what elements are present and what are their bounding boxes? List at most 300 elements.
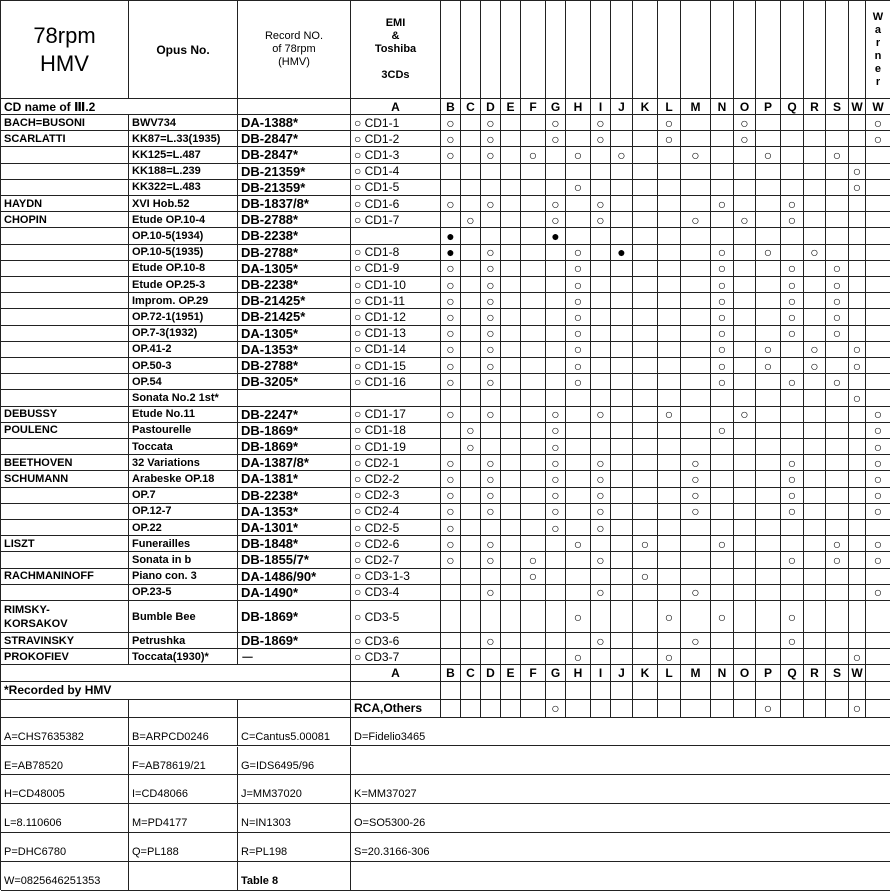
mark-cell — [866, 147, 890, 163]
mark-cell — [756, 504, 781, 520]
mark-cell — [461, 196, 481, 212]
composer-cell — [1, 552, 129, 568]
mark-cell — [849, 374, 866, 390]
blank-cell — [591, 682, 611, 700]
mark-cell — [681, 649, 711, 665]
mark-cell — [633, 212, 658, 228]
mark-cell — [781, 358, 804, 374]
letter-footer-S: S — [826, 665, 849, 681]
cd-name-label: CD name of Ⅲ.2 — [1, 99, 238, 115]
mark-cell — [481, 649, 501, 665]
open-circle-mark: ○ — [481, 115, 501, 131]
mark-cell — [521, 439, 546, 455]
mark-cell — [711, 585, 734, 601]
cd-cell — [351, 228, 441, 244]
mark-cell — [611, 309, 633, 325]
mark-cell — [826, 180, 849, 196]
mark-cell — [566, 700, 591, 718]
mark-cell — [611, 585, 633, 601]
record-cell: DB-2238* — [238, 228, 351, 244]
opus-cell: Sonata No.2 1st* — [129, 390, 238, 406]
header-blank-cell — [591, 1, 611, 99]
cd-cell: ○ CD1-5 — [351, 180, 441, 196]
mark-cell — [611, 131, 633, 147]
mark-cell — [521, 520, 546, 536]
record-cell: DB-2788* — [238, 245, 351, 261]
open-circle-mark: ○ — [866, 552, 890, 568]
mark-cell — [591, 309, 611, 325]
open-circle-mark: ○ — [681, 633, 711, 649]
open-circle-mark: ○ — [849, 390, 866, 406]
cd-cell: ○ CD1-3 — [351, 147, 441, 163]
mark-cell — [849, 520, 866, 536]
composer-cell: RIMSKY- KORSAKOV — [1, 601, 129, 633]
mark-cell — [566, 455, 591, 471]
opus-cell: KK188=L.239 — [129, 164, 238, 180]
mark-cell — [633, 552, 658, 568]
open-circle-mark: ○ — [566, 293, 591, 309]
letter-header-B: B — [441, 99, 461, 115]
mark-cell — [804, 488, 826, 504]
cd-cell: ○ CD2-6 — [351, 536, 441, 552]
mark-cell — [633, 147, 658, 163]
header-blank-cell — [756, 1, 781, 99]
open-circle-mark: ○ — [866, 536, 890, 552]
mark-cell — [633, 374, 658, 390]
open-circle-mark: ○ — [866, 504, 890, 520]
mark-cell — [658, 455, 681, 471]
mark-cell — [546, 326, 566, 342]
mark-cell — [461, 245, 481, 261]
mark-cell — [566, 390, 591, 406]
mark-cell — [849, 455, 866, 471]
mark-cell — [481, 439, 501, 455]
mark-cell — [681, 390, 711, 406]
open-circle-mark: ○ — [681, 504, 711, 520]
mark-cell — [658, 374, 681, 390]
cd-cell: ○ CD1-9 — [351, 261, 441, 277]
mark-cell — [633, 228, 658, 244]
mark-cell — [866, 569, 890, 585]
mark-cell — [711, 439, 734, 455]
mark-cell — [804, 277, 826, 293]
mark-cell — [501, 261, 521, 277]
mark-cell — [521, 261, 546, 277]
open-circle-mark: ○ — [633, 536, 658, 552]
record-cell: DA-1388* — [238, 115, 351, 131]
opus-cell: OP.50-3 — [129, 358, 238, 374]
mark-cell — [461, 700, 481, 718]
mark-cell — [521, 455, 546, 471]
mark-cell — [734, 293, 756, 309]
mark-cell — [521, 471, 546, 487]
mark-cell — [756, 439, 781, 455]
opus-cell: Pastourelle — [129, 423, 238, 439]
record-cell: － — [238, 649, 351, 665]
mark-cell — [633, 488, 658, 504]
mark-cell — [633, 504, 658, 520]
mark-cell — [734, 649, 756, 665]
source-cell: K=MM37027 — [351, 775, 890, 804]
opus-cell: OP.7 — [129, 488, 238, 504]
letter-header-S: S — [826, 99, 849, 115]
open-circle-mark: ○ — [866, 488, 890, 504]
opus-cell: OP.10-5(1934) — [129, 228, 238, 244]
filled-circle-mark: ● — [611, 245, 633, 261]
letter-header-I: I — [591, 99, 611, 115]
mark-cell — [756, 633, 781, 649]
mark-cell — [591, 569, 611, 585]
open-circle-mark: ○ — [658, 131, 681, 147]
mark-cell — [546, 277, 566, 293]
mark-cell — [681, 569, 711, 585]
opus-cell: Etude No.11 — [129, 407, 238, 423]
mark-cell — [611, 569, 633, 585]
blank-cell — [546, 682, 566, 700]
mark-cell — [849, 488, 866, 504]
composer-cell: HAYDN — [1, 196, 129, 212]
header-blank-cell — [441, 1, 461, 99]
source-cell: A=CHS7635382 — [1, 718, 129, 747]
mark-cell — [711, 131, 734, 147]
mark-cell — [546, 245, 566, 261]
mark-cell — [658, 504, 681, 520]
mark-cell — [734, 309, 756, 325]
mark-cell — [826, 196, 849, 212]
composer-cell — [1, 390, 129, 406]
open-circle-mark: ○ — [711, 277, 734, 293]
source-cell: N=IN1303 — [238, 804, 351, 833]
mark-cell — [546, 536, 566, 552]
composer-cell — [1, 309, 129, 325]
open-circle-mark: ○ — [711, 261, 734, 277]
open-circle-mark: ○ — [711, 358, 734, 374]
cd-cell: ○ CD1-18 — [351, 423, 441, 439]
mark-cell — [501, 536, 521, 552]
mark-cell — [521, 212, 546, 228]
mark-cell — [461, 488, 481, 504]
cd-cell: ○ CD2-2 — [351, 471, 441, 487]
composer-cell — [1, 504, 129, 520]
mark-cell — [849, 228, 866, 244]
open-circle-mark: ○ — [826, 277, 849, 293]
open-circle-mark: ○ — [441, 536, 461, 552]
open-circle-mark: ○ — [441, 455, 461, 471]
recorded-by-hmv-note: *Recorded by HMV — [1, 682, 351, 700]
mark-cell — [866, 700, 890, 718]
mark-cell — [781, 649, 804, 665]
header-blank-cell — [849, 1, 866, 99]
mark-cell — [658, 569, 681, 585]
mark-cell — [633, 407, 658, 423]
open-circle-mark: ○ — [441, 196, 461, 212]
mark-cell — [756, 196, 781, 212]
mark-cell — [804, 407, 826, 423]
mark-cell — [849, 277, 866, 293]
open-circle-mark: ○ — [441, 326, 461, 342]
open-circle-mark: ○ — [441, 309, 461, 325]
mark-cell — [546, 358, 566, 374]
mark-cell — [711, 228, 734, 244]
mark-cell — [734, 374, 756, 390]
mark-cell — [681, 309, 711, 325]
mark-cell — [521, 374, 546, 390]
mark-cell — [461, 633, 481, 649]
opus-cell: OP.54 — [129, 374, 238, 390]
mark-cell — [633, 131, 658, 147]
mark-cell — [546, 633, 566, 649]
mark-cell — [441, 585, 461, 601]
letter-footer-Q: Q — [781, 665, 804, 681]
mark-cell — [804, 390, 826, 406]
record-cell: DA-1353* — [238, 342, 351, 358]
mark-cell — [658, 326, 681, 342]
mark-cell — [611, 601, 633, 633]
source-cell: G=IDS6495/96 — [238, 747, 351, 776]
mark-cell — [734, 455, 756, 471]
open-circle-mark: ○ — [611, 147, 633, 163]
open-circle-mark: ○ — [849, 649, 866, 665]
record-cell: DA-1301* — [238, 520, 351, 536]
open-circle-mark: ○ — [591, 520, 611, 536]
letter-header-Q: Q — [781, 99, 804, 115]
mark-cell — [681, 180, 711, 196]
composer-cell — [1, 488, 129, 504]
open-circle-mark: ○ — [756, 358, 781, 374]
emi-toshiba-header: EMI & Toshiba 3CDs — [351, 1, 441, 99]
mark-cell — [826, 569, 849, 585]
mark-cell — [866, 326, 890, 342]
mark-cell — [521, 358, 546, 374]
mark-cell — [781, 390, 804, 406]
mark-cell — [521, 309, 546, 325]
mark-cell — [566, 423, 591, 439]
mark-cell — [781, 180, 804, 196]
header-blank-cell — [711, 1, 734, 99]
filled-circle-mark: ● — [441, 228, 461, 244]
mark-cell — [681, 293, 711, 309]
letter-header-O: O — [734, 99, 756, 115]
blank-cell — [1, 665, 351, 681]
mark-cell — [849, 585, 866, 601]
source-cell: B=ARPCD0246 — [129, 718, 238, 747]
open-circle-mark: ○ — [441, 520, 461, 536]
open-circle-mark: ○ — [441, 552, 461, 568]
opus-cell: Etude OP.25-3 — [129, 277, 238, 293]
opus-cell: KK125=L.487 — [129, 147, 238, 163]
warner-header: W a r n e r — [866, 1, 890, 99]
mark-cell — [866, 633, 890, 649]
mark-cell — [866, 374, 890, 390]
filled-circle-mark: ● — [546, 228, 566, 244]
letter-header-M: M — [681, 99, 711, 115]
mark-cell — [633, 326, 658, 342]
mark-cell — [501, 342, 521, 358]
mark-cell — [441, 180, 461, 196]
record-cell: DB-1855/7* — [238, 552, 351, 568]
mark-cell — [756, 261, 781, 277]
letter-header-K: K — [633, 99, 658, 115]
mark-cell — [566, 115, 591, 131]
opus-cell: 32 Variations — [129, 455, 238, 471]
mark-cell — [481, 212, 501, 228]
composer-cell: RACHMANINOFF — [1, 569, 129, 585]
open-circle-mark: ○ — [481, 196, 501, 212]
mark-cell — [566, 471, 591, 487]
mark-cell — [633, 245, 658, 261]
mark-cell — [804, 326, 826, 342]
mark-cell — [441, 649, 461, 665]
mark-cell — [546, 601, 566, 633]
mark-cell — [611, 536, 633, 552]
composer-cell — [1, 326, 129, 342]
open-circle-mark: ○ — [756, 245, 781, 261]
cd-cell: ○ CD3-6 — [351, 633, 441, 649]
open-circle-mark: ○ — [681, 147, 711, 163]
mark-cell — [501, 293, 521, 309]
letter-footer-D: D — [481, 665, 501, 681]
mark-cell — [756, 520, 781, 536]
mark-cell — [611, 423, 633, 439]
composer-cell — [1, 520, 129, 536]
letter-header-C: C — [461, 99, 481, 115]
opus-cell: XVI Hob.52 — [129, 196, 238, 212]
open-circle-mark: ○ — [546, 471, 566, 487]
open-circle-mark: ○ — [441, 277, 461, 293]
open-circle-mark: ○ — [461, 423, 481, 439]
blank-cell — [238, 700, 351, 718]
record-cell: DB-21359* — [238, 180, 351, 196]
mark-cell — [734, 147, 756, 163]
mark-cell — [826, 488, 849, 504]
mark-cell — [756, 277, 781, 293]
cd-cell: ○ CD2-1 — [351, 455, 441, 471]
mark-cell — [633, 261, 658, 277]
mark-cell — [521, 277, 546, 293]
mark-cell — [633, 309, 658, 325]
open-circle-mark: ○ — [781, 326, 804, 342]
mark-cell — [546, 293, 566, 309]
letter-a-header: A — [351, 99, 441, 115]
open-circle-mark: ○ — [849, 342, 866, 358]
mark-cell — [681, 342, 711, 358]
mark-cell — [521, 407, 546, 423]
mark-cell — [756, 488, 781, 504]
letter-header-W: W — [849, 99, 866, 115]
mark-cell — [521, 115, 546, 131]
mark-cell — [481, 164, 501, 180]
source-cell: I=CD48066 — [129, 775, 238, 804]
mark-cell — [633, 293, 658, 309]
mark-cell — [501, 115, 521, 131]
mark-cell — [461, 228, 481, 244]
composer-cell: LISZT — [1, 536, 129, 552]
blank-cell — [351, 682, 441, 700]
mark-cell — [866, 342, 890, 358]
open-circle-mark: ○ — [481, 131, 501, 147]
source-cell: F=AB78619/21 — [129, 747, 238, 776]
mark-cell — [711, 212, 734, 228]
cd-cell: ○ CD1-19 — [351, 439, 441, 455]
letter-footer-P: P — [756, 665, 781, 681]
open-circle-mark: ○ — [781, 471, 804, 487]
mark-cell — [734, 228, 756, 244]
open-circle-mark: ○ — [546, 212, 566, 228]
open-circle-mark: ○ — [481, 504, 501, 520]
mark-cell — [756, 374, 781, 390]
mark-cell — [501, 439, 521, 455]
mark-cell — [734, 520, 756, 536]
open-circle-mark: ○ — [781, 488, 804, 504]
mark-cell — [756, 471, 781, 487]
mark-cell — [658, 261, 681, 277]
open-circle-mark: ○ — [711, 196, 734, 212]
mark-cell — [461, 569, 481, 585]
open-circle-mark: ○ — [658, 115, 681, 131]
open-circle-mark: ○ — [481, 536, 501, 552]
mark-cell — [481, 520, 501, 536]
mark-cell — [756, 164, 781, 180]
mark-cell — [781, 245, 804, 261]
open-circle-mark: ○ — [546, 115, 566, 131]
record-cell: DA-1381* — [238, 471, 351, 487]
mark-cell — [521, 196, 546, 212]
blank-cell — [681, 682, 711, 700]
mark-cell — [461, 601, 481, 633]
letter-footer-H: H — [566, 665, 591, 681]
mark-cell — [826, 390, 849, 406]
mark-cell — [734, 633, 756, 649]
mark-cell — [711, 471, 734, 487]
mark-cell — [781, 115, 804, 131]
mark-cell — [734, 277, 756, 293]
mark-cell — [501, 374, 521, 390]
mark-cell — [591, 342, 611, 358]
mark-cell — [781, 520, 804, 536]
mark-cell — [826, 245, 849, 261]
open-circle-mark: ○ — [546, 504, 566, 520]
mark-cell — [804, 147, 826, 163]
open-circle-mark: ○ — [734, 212, 756, 228]
mark-cell — [501, 649, 521, 665]
open-circle-mark: ○ — [546, 700, 566, 718]
header-blank-cell — [566, 1, 591, 99]
mark-cell — [501, 196, 521, 212]
blank-cell — [826, 682, 849, 700]
letter-a-footer: A — [351, 665, 441, 681]
mark-cell — [734, 552, 756, 568]
open-circle-mark: ○ — [826, 147, 849, 163]
mark-cell — [681, 407, 711, 423]
source-cell: Q=PL188 — [129, 833, 238, 862]
mark-cell — [441, 633, 461, 649]
mark-cell — [804, 504, 826, 520]
source-cell: C=Cantus5.00081 — [238, 718, 351, 747]
mark-cell — [711, 147, 734, 163]
mark-cell — [501, 326, 521, 342]
record-cell: DB-1869* — [238, 423, 351, 439]
mark-cell — [756, 390, 781, 406]
mark-cell — [611, 700, 633, 718]
record-cell: DA-1353* — [238, 504, 351, 520]
mark-cell — [849, 601, 866, 633]
mark-cell — [566, 585, 591, 601]
open-circle-mark: ○ — [481, 471, 501, 487]
composer-cell: SCHUMANN — [1, 471, 129, 487]
record-cell: DB-2788* — [238, 358, 351, 374]
mark-cell — [481, 180, 501, 196]
mark-cell — [566, 228, 591, 244]
